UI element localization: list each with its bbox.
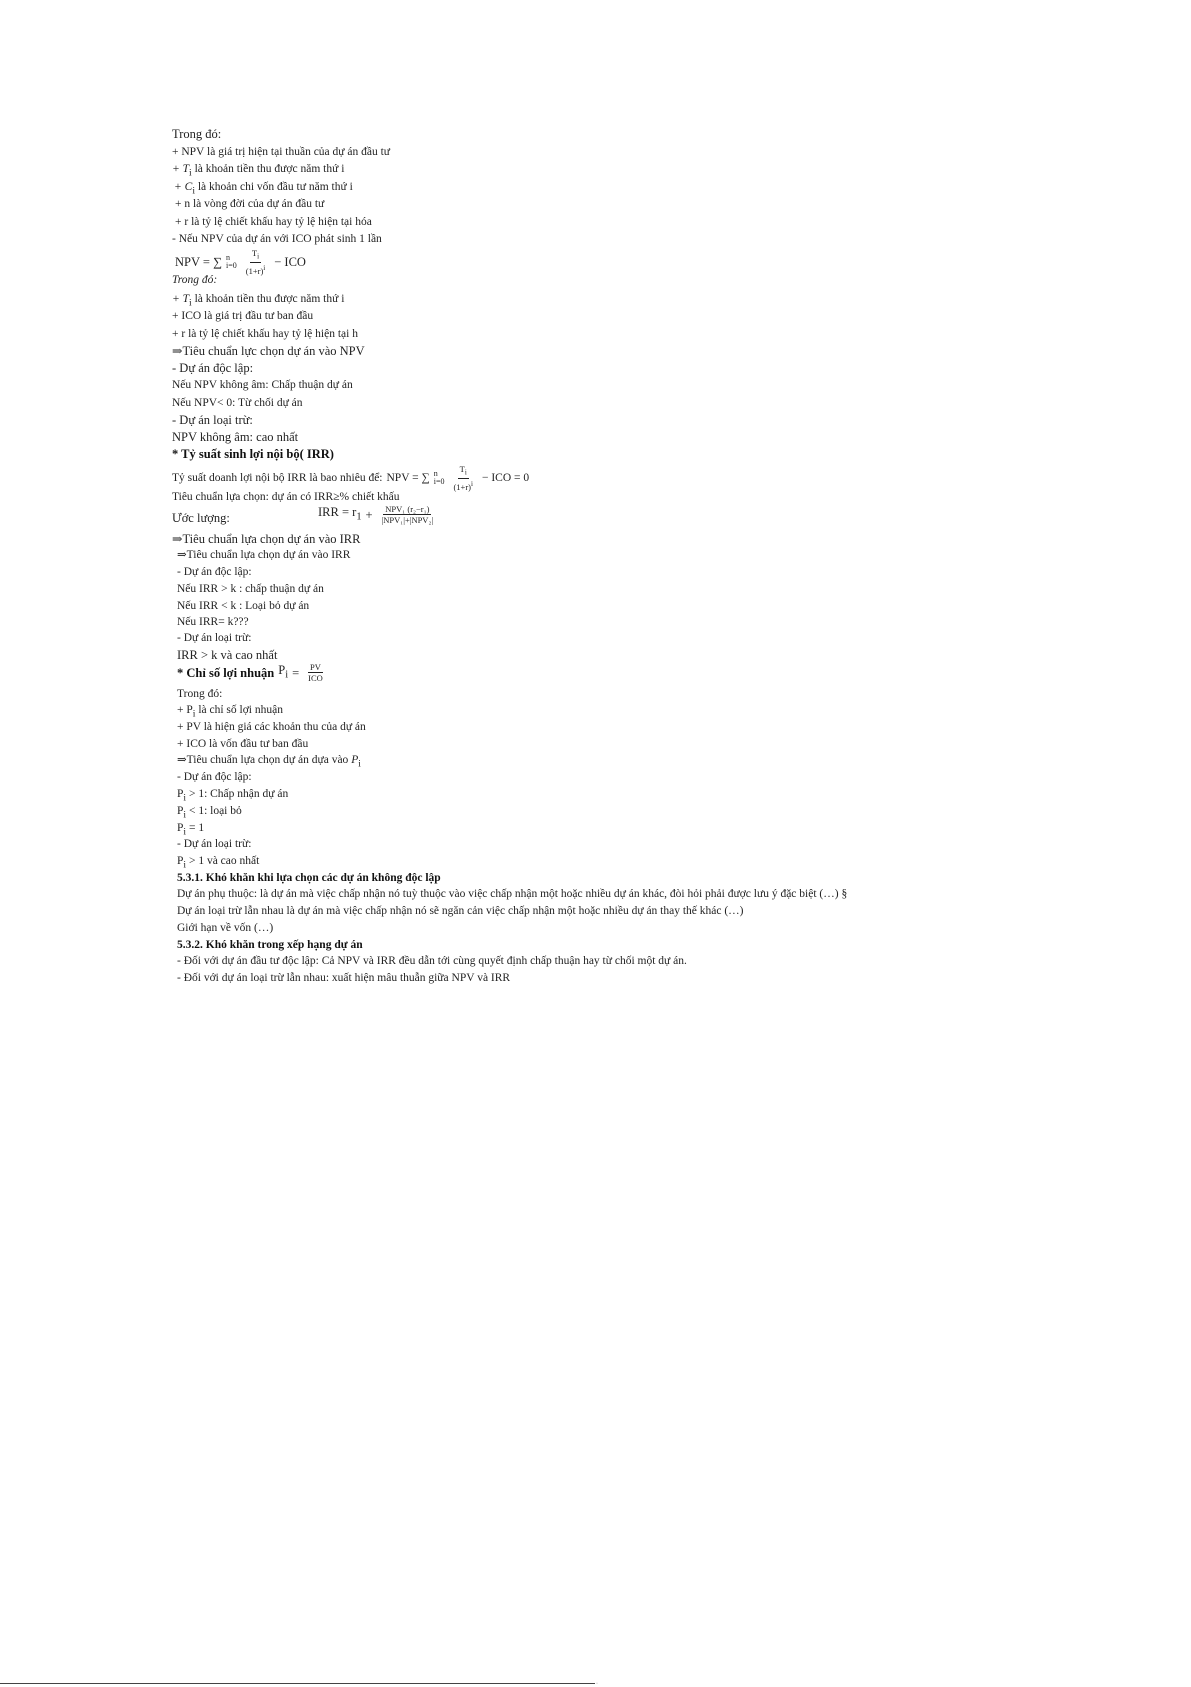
subscript: i xyxy=(192,185,195,197)
text-line: Dự án phụ thuộc: là dự án mà việc chấp nhận nó tuỳ thuộc vào việc chấp nhận một hoặc nhiều dự án khác, đòi hỏi phải được lưu ý đặc biệt (…) § xyxy=(177,888,848,900)
sum-upper: n xyxy=(433,468,438,478)
var-t: + T xyxy=(172,163,190,175)
text-line: Nếu IRR > k : chấp thuận dự án xyxy=(177,583,324,595)
num-sub: i xyxy=(257,252,260,261)
irr-condition-line xyxy=(172,464,529,492)
text-line: Trong đó: xyxy=(177,688,223,700)
text-line: - Đối với dự án loại trừ lẫn nhau: xuất hiện mâu thuẫn giữa NPV và IRR xyxy=(177,972,511,984)
num-sub: i xyxy=(464,468,467,477)
text: + xyxy=(177,704,187,716)
text-line: Nếu IRR < k : Loại bỏ dự án xyxy=(177,600,310,612)
section-heading: * Tỷ suất sinh lợi nội bộ( IRR) xyxy=(172,447,334,461)
text-line: IRR > k và cao nhất xyxy=(177,648,278,662)
equals: = xyxy=(292,665,300,680)
text-line: + r là tỷ lệ chiết khấu hay tỷ lệ hiện tại hóa xyxy=(175,216,372,228)
text-line: NPV không âm: cao nhất xyxy=(172,430,299,444)
page-bottom-rule xyxy=(0,1683,595,1684)
subscript: i xyxy=(358,758,361,770)
lhs-sub: i xyxy=(285,669,289,681)
text-line: + ICO là giá trị đầu tư ban đầu xyxy=(172,310,314,322)
text-line: Nếu NPV< 0: Từ chối dự án xyxy=(172,397,303,409)
pi-heading xyxy=(177,662,328,684)
var-c: + C xyxy=(174,181,193,193)
text-line: - Dự án loại trừ: xyxy=(177,632,252,644)
den-sup: i xyxy=(263,263,266,272)
text-line: + NPV là giá trị hiện tại thuần của dự án đầu tư xyxy=(172,146,391,158)
sum-limits xyxy=(226,254,237,270)
denominator: ICO xyxy=(308,673,323,684)
var-p: P xyxy=(177,805,184,817)
fraction xyxy=(306,662,325,683)
subscript: i xyxy=(189,297,192,309)
formula-tail: − ICO = 0 xyxy=(481,471,530,484)
sum-lower: i=0 xyxy=(433,476,445,486)
subscript: i xyxy=(192,708,196,720)
text: là khoản chi vốn đầu tư năm thứ i xyxy=(197,181,353,193)
numerator xyxy=(250,248,261,263)
section-heading: 5.3.1. Khó khăn khi lựa chọn các dự án không độc lập xyxy=(177,872,441,884)
formula-tail: − ICO xyxy=(274,254,306,269)
formula-lhs: NPV = ∑ xyxy=(175,254,222,269)
var-p: P xyxy=(351,754,359,766)
formula-lhs: NPV = ∑ xyxy=(386,471,430,484)
den-text: (1+r) xyxy=(245,265,264,276)
irr-estimate-formula xyxy=(318,504,438,526)
fraction xyxy=(380,504,436,525)
plus: + xyxy=(365,507,373,522)
text-line: Ước lượng: xyxy=(172,511,230,525)
text: > 1: Chấp nhận dự án xyxy=(186,788,289,800)
num-text: T xyxy=(459,464,465,474)
lhs-text: IRR = r xyxy=(318,505,357,519)
text-line: + n là vòng đời của dự án đầu tư xyxy=(175,198,325,210)
text: là chỉ số lợi nhuận xyxy=(198,704,283,716)
text-line: Nếu IRR= k??? xyxy=(177,616,249,628)
num-text: T xyxy=(251,248,258,258)
text-line: Trong đó: xyxy=(172,274,218,286)
formula-lhs xyxy=(318,504,362,526)
text-line: + PV là hiện giá các khoản thu của dự án xyxy=(177,721,366,733)
sum-lower: i=0 xyxy=(226,260,237,270)
sum-limits xyxy=(434,470,445,486)
var-p: P xyxy=(186,704,193,716)
text: là khoản tiền thu được năm thứ i xyxy=(194,293,345,305)
text-line: - Dự án loại trừ: xyxy=(177,838,252,850)
text-line: - Nếu NPV của dự án với ICO phát sinh 1 lần xyxy=(172,233,382,245)
fraction xyxy=(451,464,475,492)
text-line: - Dự án độc lập: xyxy=(177,771,252,783)
text-line: ⇒Tiêu chuẩn lựa chọn dự án vào IRR xyxy=(172,532,361,546)
text: < 1: loại bỏ xyxy=(186,805,242,817)
rule-mark: · xyxy=(596,1681,598,1687)
numerator: PV xyxy=(310,662,321,673)
subscript: i xyxy=(183,826,187,838)
denominator: |NPV₁|+|NPV₂| xyxy=(381,515,434,526)
text-line: - Dự án loại trừ: xyxy=(172,413,253,427)
text-line: Tiêu chuẩn lựa chọn: dự án có IRR≥% chiết khấu xyxy=(172,491,400,503)
text-line: Giới hạn về vốn (…) xyxy=(177,922,274,934)
fraction xyxy=(244,248,268,276)
text-line: Dự án loại trừ lẫn nhau là dự án mà việc chấp nhận nó sẽ ngăn cản việc chấp nhận một hoặc nhiều dự án thay thế khác (…) xyxy=(177,905,744,917)
subscript: i xyxy=(183,809,187,821)
text-line: ⇒Tiêu chuẩn lực chọn dự án vào NPV xyxy=(172,344,365,358)
sum-upper: n xyxy=(226,252,230,262)
text: > 1 và cao nhất xyxy=(186,855,260,867)
section-heading: * Chỉ số lợi nhuận xyxy=(177,665,275,680)
lhs-sub: 1 xyxy=(356,511,362,523)
var-p: P xyxy=(177,822,184,834)
section-heading: 5.3.2. Khó khăn trong xếp hạng dự án xyxy=(177,939,363,951)
denominator xyxy=(244,263,268,276)
text-line: - Dự án độc lập: xyxy=(177,566,252,578)
subscript: i xyxy=(183,792,187,804)
denominator xyxy=(451,479,475,492)
text-line: ⇒Tiêu chuẩn lựa chọn dự án vào IRR xyxy=(177,549,351,561)
den-sup: i xyxy=(471,479,473,488)
numerator xyxy=(458,464,469,479)
text: là khoản tiền thu được năm thứ i xyxy=(194,163,345,175)
text: = 1 xyxy=(186,822,205,834)
text-line: Trong đó: xyxy=(172,127,222,141)
text-line: + ICO là vốn đầu tư ban đầu xyxy=(177,738,309,750)
lhs-text: P xyxy=(278,663,286,677)
text-line: Nếu NPV không âm: Chấp thuận dự án xyxy=(172,379,353,391)
formula-lhs xyxy=(278,662,288,684)
text: Tỷ suất doanh lợi nội bộ IRR là bao nhiêu để: xyxy=(172,471,383,484)
subscript: i xyxy=(189,167,192,179)
text: ⇒Tiêu chuẩn lựa chọn dự án dựa vào xyxy=(177,754,352,766)
text-line: + r là tỷ lệ chiết khấu hay tỷ lệ hiện tại h xyxy=(172,328,358,340)
subscript: i xyxy=(183,859,187,871)
text-line: - Dự án độc lập: xyxy=(172,361,254,375)
var-p: P xyxy=(177,788,184,800)
text-line: - Đối với dự án đầu tư độc lập: Cả NPV và IRR đều dẫn tới cùng quyết định chấp thuận hay từ chối một dự án. xyxy=(177,955,687,967)
var-t: + T xyxy=(172,293,190,305)
var-p: P xyxy=(177,855,184,867)
numerator: NPV₁ (r₂−r₁) xyxy=(385,504,430,515)
den-text: (1+r) xyxy=(453,481,472,492)
